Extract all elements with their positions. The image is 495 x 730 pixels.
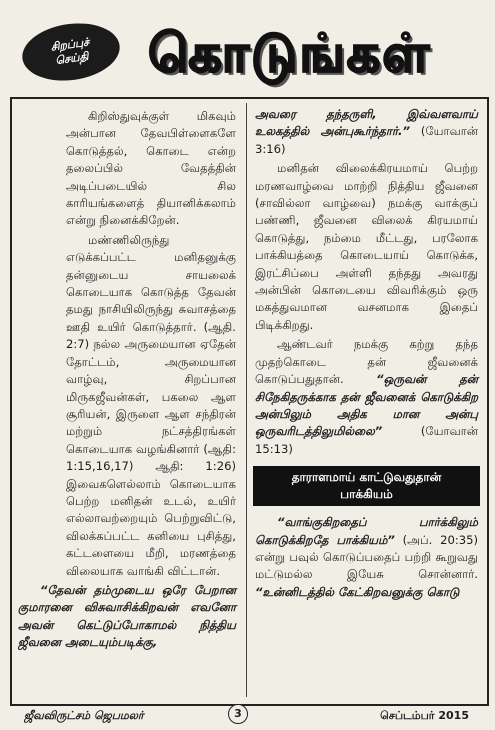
badge-line-2: செய்தி	[54, 49, 90, 68]
page-number: 3	[228, 704, 248, 724]
section-subheading	[253, 466, 480, 506]
subheading-line-1: தாராளமாய் காட்டுவதுதான்	[291, 470, 442, 485]
issue-date: செப்டம்பர் 2015	[380, 709, 469, 722]
right-paragraph-1: மனிதன் விலைக்கிரயமாய் பெற்ற மரணவாழ்வை மாற்றி நித்திய ஜீவனை (சாவில்லா வாழ்வை) நமக்கு வாக்குப் பண்ணி, ஜீவனை விலைக் கிரயமாய் கொடுத்து, நம்மை மீட்டது, பரலோக பாக்கியத்தை கொடையாய் கொடுக்க, இரட்சிப்பை அள்ளி தந்தது அவரது அன்பின் கொடையை விவரிக்கும் ஒரு மகத்துவமான வசனமாக இதைப் பிடிக்கிறது.	[255, 161, 478, 332]
right-paragraph-3	[255, 514, 478, 601]
verse-reference: (யோவான் 3:16)	[255, 124, 478, 156]
badge-line-1: சிறப்புச்	[49, 35, 90, 54]
paragraph-3-text: (அப். 20:35) என்று பவுல் கொடுப்பதைப் பற்றி கூறுவது மட்டுமல்ல இயேசு சொன்னார்.	[255, 532, 479, 582]
column-divider	[246, 103, 247, 697]
verse-continuation	[255, 106, 478, 158]
article-title: கொடுங்கள்	[148, 24, 432, 84]
left-column	[18, 108, 236, 654]
page-footer	[10, 704, 489, 726]
subheading-line-2: பாக்கியம்	[340, 487, 393, 502]
paragraph-2-lead: ஆண்டவர் நமக்கு கற்று தந்த முதற்கொடை தன் ஜீவனைக் கொடுப்பதுதான்.	[255, 337, 478, 387]
left-paragraph-2: மண்ணிலிருந்து எடுக்கப்பட்ட மனிதனுக்கு தன்னுடைய சாயலைக் கொடையாக கொடுத்த தேவன் தமது நாசியிலிருந்து சுவாசத்தை ஊதி உயிர் கொடுத்தார். (ஆதி. 2:7) நல்ல அருமையான ஏதேன் தோட்டம், அருமையான வாழ்வு, சிறப்பான மிருகஜீவன்கள், பகலை ஆள சூரியன், இருளை ஆள சந்திரன் மற்றும் நட்சத்திரங்கள் கொடையாக வழங்கினார் (ஆதி: 1:15,16,17) ஆதி: 1:26) இவைகளெல்லாம் கொடையாக பெற்ற மனிதன் உடல், உயிர் எல்லாவற்றையும் பெற்றுவிட்டு, விலக்கப்பட்ட கனியை புசித்து, கட்டளையை மீறி, மரணத்தை விலையாக வாங்கி விட்டான்.	[66, 232, 236, 578]
left-verse-quote: “தேவன் தம்முடைய ஒரே பேறான குமாரனை விசுவாசிக்கிறவன் எவனோ அவன் கெட்டுப்போகாமல் நித்திய ஜீவனை அடையும்படிக்கு,	[18, 582, 236, 650]
paragraph-3-verse-2: “உன்னிடத்தில் கேட்கிறவனுக்கு கொடு	[255, 584, 460, 599]
special-message-badge	[19, 17, 124, 86]
magazine-name: ஜீவவிருட்சம் ஜெபமலர்	[24, 709, 144, 722]
paragraph-2-verse: “ஒருவன் தன் சிநேகிதருக்காக தன் ஜீவனைக் கொடுக்கிற அன்பிலும் அதிக மான அன்பு ஒருவரிடத்திலுமில்லை”	[255, 372, 478, 439]
paragraph-3-verse: “வாங்குகிறதைப் பார்க்கிலும் கொடுக்கிறதே பாக்கியம்”	[255, 515, 478, 547]
left-paragraph-1: கிறிஸ்துவுக்குள் மிகவும் அன்பான தேவபிள்ளைகளே கொடுத்தல், கொடை என்ற தலைப்பில் வேதத்தின் அடிப்படையில் சில காரியங்களைத் தியானிக்கலாம் என்று நினைக்கிறேன்.	[66, 109, 236, 228]
right-paragraph-2	[255, 336, 478, 458]
right-column	[255, 106, 478, 603]
paragraph-2-reference: (யோவான் 15:13)	[255, 424, 478, 456]
verse-text: அவரை தந்தருளி, இவ்வளவாய் உலகத்தில் அன்புகூர்ந்தார்.”	[255, 107, 478, 139]
